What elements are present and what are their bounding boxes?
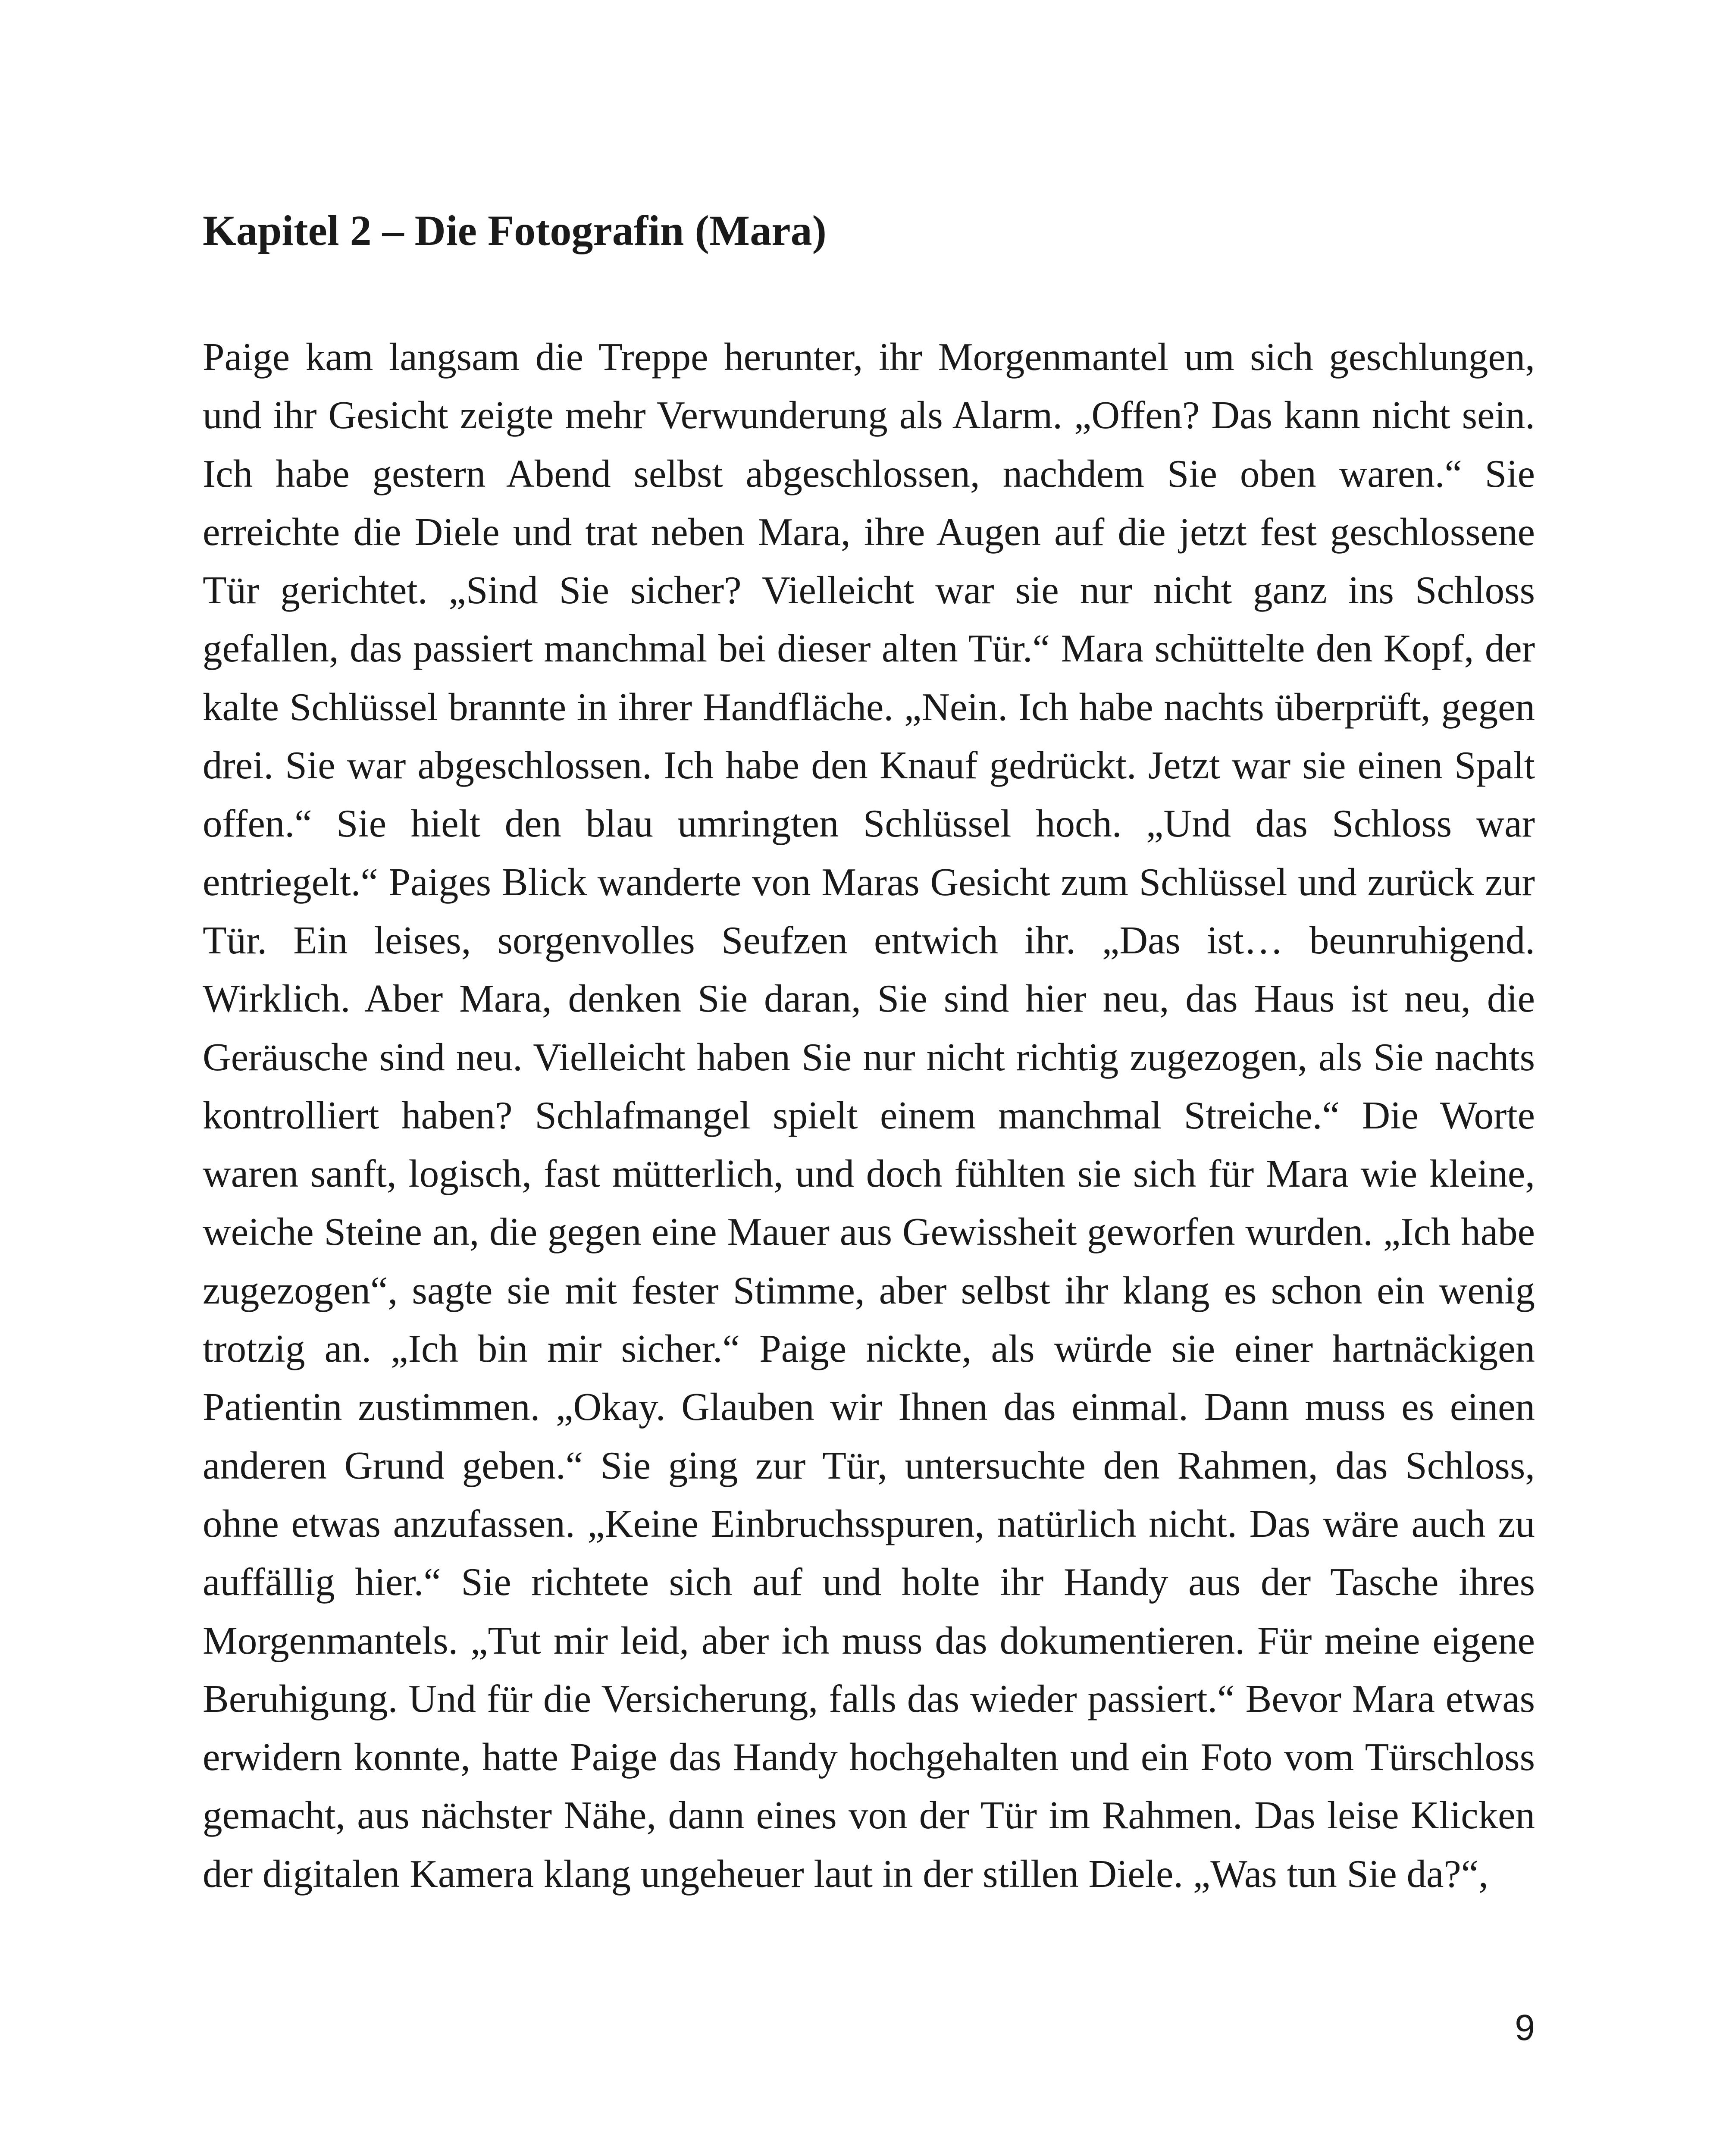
body-paragraph: Paige kam langsam die Treppe herunter, ihr Morgenmantel um sich geschlungen, und ihr Gesicht zeigte mehr Verwunderung als Alarm. „Offen? Das kann nicht sein. Ich habe gestern Abend selbst abgeschlossen, nachdem Sie oben waren.“ Sie erreichte die Diele und trat neben Mara, ihre Augen auf die jetzt fest geschlossene Tür gerichtet. „Sind Sie sicher? Vielleicht war sie nur nicht ganz ins Schloss gefallen, das passiert manchmal bei dieser alten Tür.“ Mara schüttelte den Kopf, der kalte Schlüssel brannte in ihrer Handfläche. „Nein. Ich habe nachts überprüft, gegen drei. Sie war abgeschlossen. Ich habe den Knauf gedrückt. Jetzt war sie einen Spalt offen.“ Sie hielt den blau umringten Schlüssel hoch. „Und das Schloss war entriegelt.“ Paiges Blick wanderte von Maras Gesicht zum Schlüssel und zurück zur Tür. Ein leises, sorgenvolles Seufzen entwich ihr. „Das ist… beunruhigend. Wirklich. Aber Mara, denken Sie daran, Sie sind hier neu, das Haus ist neu, die Geräusche sind neu. Vielleicht haben Sie nur nicht richtig zugezogen, als Sie nachts kontrolliert haben? Schlafmangel spielt einem manchmal Streiche.“ Die Worte waren sanft, logisch, fast mütterlich, und doch fühlten sie sich für Mara wie kleine, weiche Steine an, die gegen eine Mauer aus Gewissheit geworfen wurden. „Ich habe zugezogen“, sagte sie mit fester Stimme, aber selbst ihr klang es schon ein wenig trotzig an. „Ich bin mir sicher.“ Paige nickte, als würde sie einer hartnäckigen Patientin zustimmen. „Okay. Glauben wir Ihnen das einmal. Dann muss es einen anderen Grund geben.“ Sie ging zur Tür, untersuchte den Rahmen, das Schloss, ohne etwas anzufassen. „Keine Einbruchsspuren, natürlich nicht. Das wäre auch zu auffällig hier.“ Sie richtete sich auf und holte ihr Handy aus der Tasche ihres Morgenmantels. „Tut mir leid, aber ich muss das dokumentieren. Für meine eigene Beruhigung. Und für die Versicherung, falls das wieder passiert.“ Bevor Mara etwas erwidern konnte, hatte Paige das Handy hochgehalten und ein Foto vom Türschloss gemacht, aus nächster Nähe, dann eines von der Tür im Rahmen. Das leise Klicken der digitalen Kamera klang ungeheuer laut in der stillen Diele. „Was tun Sie da?“,: [203, 335, 1535, 1896]
page-number: 9: [1515, 2007, 1535, 2048]
chapter-title: Kapitel 2 – Die Fotografin (Mara): [203, 207, 827, 254]
